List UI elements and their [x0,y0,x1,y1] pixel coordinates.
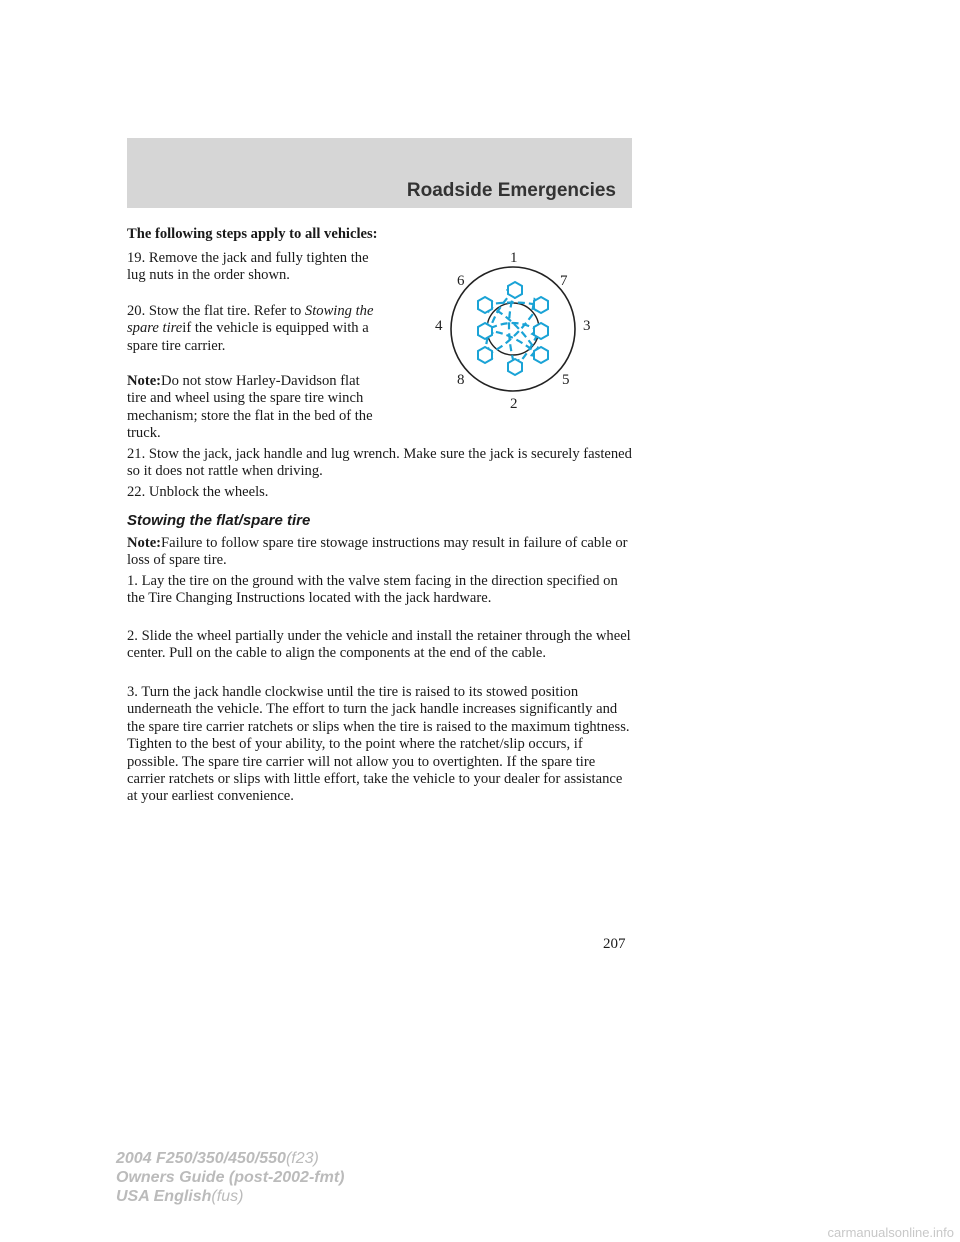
step-20-reference: Stowing the spare tire [127,303,374,337]
label-5: 5 [562,372,570,388]
note-stowage [127,535,632,570]
step-20 [127,303,382,355]
watermark: carmanualsonline.info [827,1225,954,1240]
intro-heading: The following steps apply to all vehicles: [127,226,378,242]
lug-nut-8-icon [478,347,492,363]
label-4: 4 [435,318,443,334]
step-19: 19. Remove the jack and fully tighten the lug nuts in the order shown. [127,250,369,284]
step-22: 22. Unblock the wheels. [127,484,269,500]
lug-nut-2-icon [508,359,522,375]
stow-step-1: 1. Lay the tire on the ground with the valve stem facing in the direction specified on the Tire Changing Instructions located with the jack hardware. [127,573,618,607]
lug-nut-3-icon [534,323,548,339]
footer-language: USA English [116,1188,212,1205]
document-footer [116,1149,344,1206]
footer-model-code: (f23) [285,1150,319,1167]
label-1: 1 [510,250,518,266]
subsection-heading: Stowing the flat/spare tire [127,512,311,529]
footer-language-code: (fus) [211,1188,244,1205]
label-8: 8 [457,372,465,388]
footer-line-3 [116,1187,344,1206]
note-label: Note: [127,535,162,551]
note-text: Failure to follow spare tire stowage instructions may result in failure of cable or loss of spare tire. [127,535,628,569]
step-21: 21. Stow the jack, jack handle and lug wrench. Make sure the jack is securely fastened so it does not rattle when driving. [127,446,632,480]
lug-nut-5-icon [534,347,548,363]
lug-nut-7-icon [534,297,548,313]
step-20-prefix: 20. Stow the flat tire. Refer to [127,303,305,319]
footer-model: 2004 F250/350/450/550 [116,1150,286,1167]
note-text: Do not stow Harley-Davidson flat tire and wheel using the spare tire winch mechanism; store the flat in the bed of the truck. [127,373,373,442]
lug-nut-6-icon [478,297,492,313]
step-20-suffix: if the vehicle is equipped with a spare tire carrier. [127,320,369,354]
lug-nut-4-icon [478,323,492,339]
label-2: 2 [510,396,518,410]
stow-step-3: 3. Turn the jack handle clockwise until the tire is raised to its stowed position underneath the vehicle. The effort to turn the jack handle increases significantly and the spare tire carrier ratchets or slips when the tire is raised to the maximum tightness. Tighten to the best of your ability, to the point where the ratchet/slip occurs, if possible. The spare tire carrier will not allow you to overtighten. If the spare tire carrier ratchets or slips with little effort, take the vehicle to your dealer for assistance at your earliest convenience. [127,684,630,805]
label-6: 6 [457,273,465,289]
lug-nut-order-diagram [428,245,598,410]
footer-line-1 [116,1149,344,1168]
section-header-band [127,138,632,208]
label-7: 7 [560,273,568,289]
stow-step-2: 2. Slide the wheel partially under the vehicle and install the retainer through the wheel center. Pull on the cable to align the components at the end of the cable. [127,628,631,662]
note-label: Note: [127,373,162,389]
note-harley [127,373,382,443]
label-3: 3 [583,318,591,334]
section-title: Roadside Emergencies [406,180,616,201]
footer-line-2: Owners Guide (post-2002-fmt) [116,1169,345,1186]
lug-nut-1-icon [508,282,522,298]
page-number: 207 [603,936,626,952]
